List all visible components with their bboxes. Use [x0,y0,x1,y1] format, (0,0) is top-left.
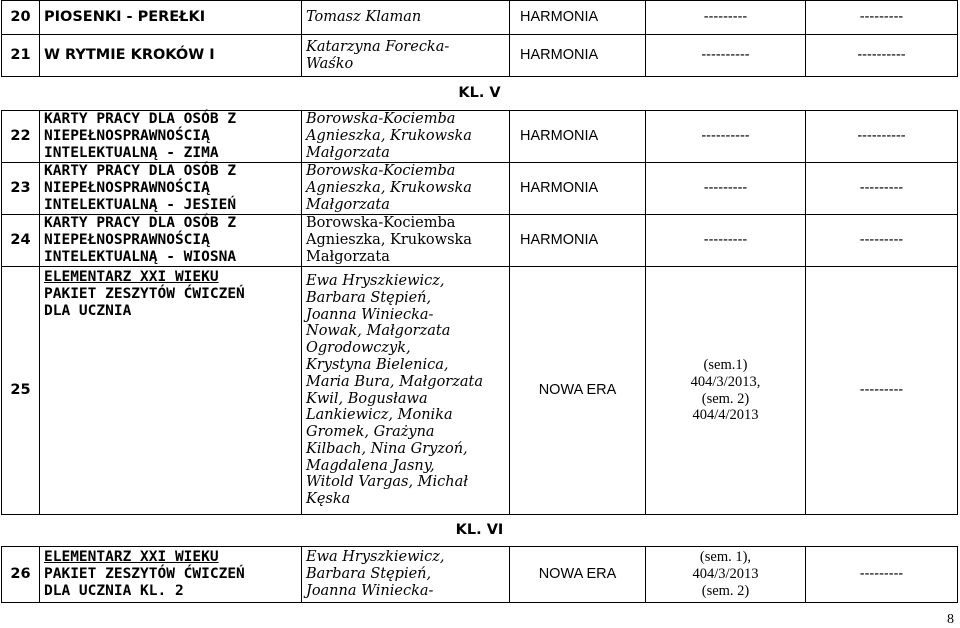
publisher-cell: HARMONIA [510,163,646,215]
publisher-cell: HARMONIA [510,1,646,35]
row-number: 20 [2,1,40,35]
author-cell: Borowska-Kociemba Agnieszka, Krukowska Małgorzata [302,111,510,163]
registration-cell: ---------- [646,111,806,163]
note-cell: ---------- [806,111,958,163]
title-cell: KARTY PRACY DLA OSÓB Z NIEPEŁNOSPRAWNOŚCIĄ INTELEKTUALNĄ - JESIEŃ [40,163,302,215]
publisher-cell: NOWA ERA [510,547,646,603]
row-number: 25 [2,267,40,515]
class-header-row [2,77,958,111]
registration-cell: (sem. 1), 404/3/2013 (sem. 2) [646,547,806,603]
note-cell: ---------- [806,35,958,77]
title-cell: PIOSENKI - PEREŁKI [40,1,302,35]
class-header-row [2,515,958,547]
table-row [2,111,958,163]
note-cell: --------- [806,163,958,215]
note-cell: --------- [806,215,958,267]
registration-cell: --------- [646,1,806,35]
registration-cell: ---------- [646,35,806,77]
registration-cell: (sem.1) 404/3/2013, (sem. 2) 404/4/2013 [646,267,806,515]
author-cell: Borowska-Kociemba Agnieszka, Krukowska Małgorzata [302,215,510,267]
row-number: 26 [2,547,40,603]
author-cell: Ewa Hryszkiewicz, Barbara Stępień, Joanna Winiecka- Nowak, Małgorzata Ogrodowczyk, Krystyna Bielenica, Maria Bura, Małgorzata Kwil, Bogusława Lankiewicz, Monika Gromek, Grażyna Kilbach, Nina Gryzoń, Magdalena Jasny, Witold Vargas, Michał Kęska [302,267,510,515]
publisher-cell: HARMONIA [510,111,646,163]
row-number: 21 [2,35,40,77]
title-cell: ELEMENTARZ XXI WIEKU PAKIET ZESZYTÓW ĆWICZEŃ DLA UCZNIA KL. 2 [40,547,302,603]
registration-cell: --------- [646,215,806,267]
title-cell: KARTY PRACY DLA OSÓB Z NIEPEŁNOSPRAWNOŚCIĄ INTELEKTUALNĄ - ZIMA [40,111,302,163]
registration-cell: --------- [646,163,806,215]
page-number: 8 [947,612,954,627]
note-cell: --------- [806,1,958,35]
table-row [2,267,958,515]
textbook-table [1,0,958,603]
class-header: KL. V [2,77,958,111]
table-row [2,35,958,77]
title-cell: ELEMENTARZ XXI WIEKU PAKIET ZESZYTÓW ĆWICZEŃ DLA UCZNIA [40,267,302,515]
row-number: 24 [2,215,40,267]
row-number: 23 [2,163,40,215]
note-cell: --------- [806,267,958,515]
publisher-cell: NOWA ERA [510,267,646,515]
author-cell: Tomasz Klaman [302,1,510,35]
title-cell: W RYTMIE KROKÓW I [40,35,302,77]
note-cell: --------- [806,547,958,603]
author-cell: Borowska-Kociemba Agnieszka, Krukowska Małgorzata [302,163,510,215]
title-cell: KARTY PRACY DLA OSÓB Z NIEPEŁNOSPRAWNOŚCIĄ INTELEKTUALNĄ - WIOSNA [40,215,302,267]
class-header: KL. VI [2,515,958,547]
author-cell: Ewa Hryszkiewicz, Barbara Stępień, Joanna Winiecka- [302,547,510,603]
table-row [2,215,958,267]
author-cell: Katarzyna Forecka- Waśko [302,35,510,77]
table-row [2,163,958,215]
publisher-cell: HARMONIA [510,215,646,267]
row-number: 22 [2,111,40,163]
table-row [2,1,958,35]
publisher-cell: HARMONIA [510,35,646,77]
table-row [2,547,958,603]
